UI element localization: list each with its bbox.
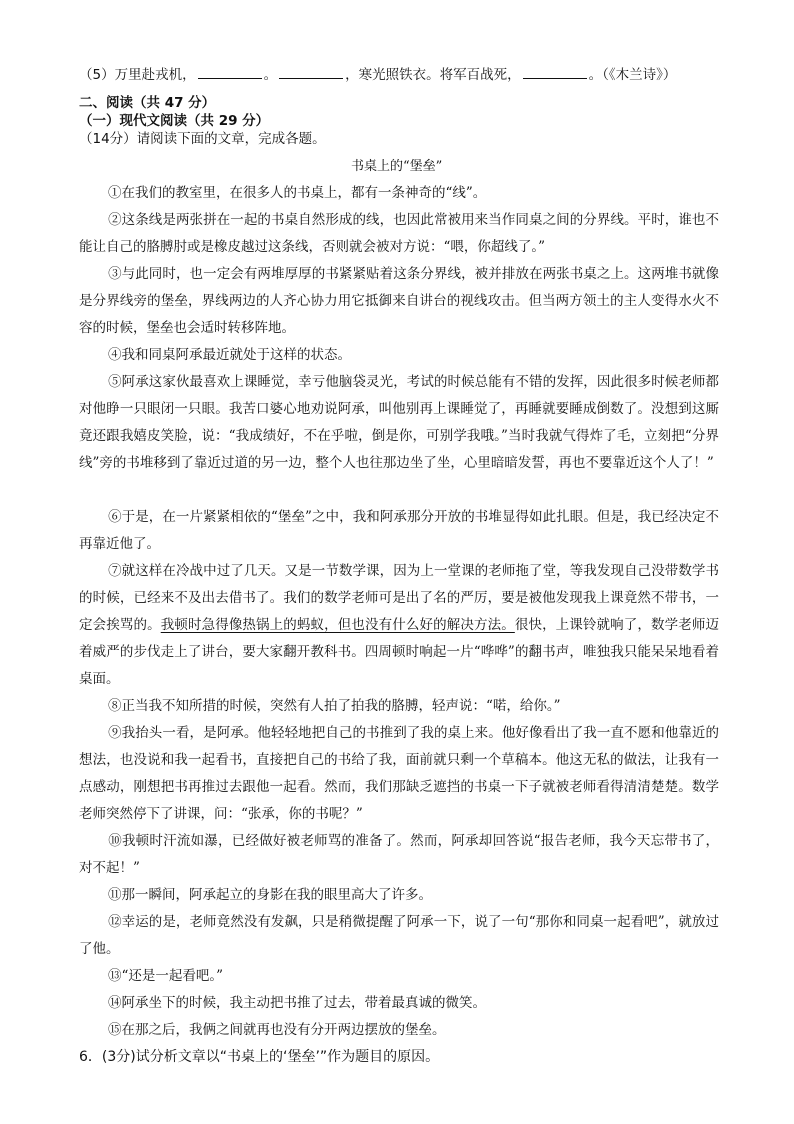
paragraph-11: ⑪那一瞬间，阿承起立的身影在我的眼里高大了许多。 [108, 887, 432, 903]
section-heading: 二、阅读（共 47 分） [79, 95, 216, 111]
q5-line [79, 66, 676, 84]
q5-prompt-c: ，寒光照铁衣。将军百战死， [345, 67, 521, 83]
q5-prompt-d: 。（《木兰诗》） [588, 67, 677, 83]
paragraph-2: ②这条线是两张拼在一起的书桌自然形成的线，也因此常被用来当作同桌之间的分界线。平时，谁也不能让自己的胳膊肘或是橡皮越过这条线，否则就会被对方说：“喂，你超线了。” [79, 212, 719, 255]
paragraph-14: ⑭阿承坐下的时候，我主动把书推了过去，带着最真诚的微笑。 [108, 995, 486, 1011]
paragraph-7: ⑦就这样在冷战中过了几天。又是一节数学课，因为上一堂课的老师拖了堂，等我发现自己没带数学书的时候，已经来不及出去借书了。我们的数学老师可是出了名的严厉，要是被他发现我上课竟然不带书，一定会挨骂的。我顿时急得像热锅上的蚂蚁，但也没有什么好的解决方法。很快，上课铃就响了，数学老师迈着威严的步伐走上了讲台，要大家翻开教科书。四周顿时响起一片“哗哗”的翻书声，唯独我只能呆呆地看着桌面。 [79, 563, 720, 687]
paragraph-4: ④我和同桌阿承最近就处于这样的状态。 [108, 347, 351, 363]
paragraph-6: ⑥于是，在一片紧紧相依的“堡垒”之中，我和阿承那分开放的书堆显得如此扎眼。但是，我已经决定不再靠近他了。 [79, 509, 719, 552]
answer-blank-2[interactable] [279, 66, 343, 79]
paragraph-1: ①在我们的教室里，在很多人的书桌上，都有一条神奇的“线”。 [108, 185, 487, 201]
question-6: 6．(3分)试分析文章以“书桌上的‘堡垒’”作为题目的原因。 [79, 1049, 440, 1065]
subsection-heading: （一）现代文阅读（共 29 分） [79, 113, 270, 129]
paragraph-10: ⑩我顿时汗流如瀑，已经做好被老师骂的准备了。然而，阿承却回答说“报告老师，我今天忘带书了，对不起！” [79, 833, 719, 876]
paragraph-15: ⑮在那之后，我俩之间就再也没有分开两边摆放的堡垒。 [108, 1022, 446, 1038]
paragraph-8: ⑧正当我不知所措的时候，突然有人拍了拍我的胳膊，轻声说：“喏，给你。” [108, 698, 561, 714]
paragraph-12: ⑫幸运的是，老师竟然没有发飙，只是稍微提醒了阿承一下，说了一句“那你和同桌一起看吧”，就放过了他。 [79, 914, 719, 957]
underlined-sentence: 我顿时急得像热锅上的蚂蚁，但也没有什么好的解决方法。 [160, 617, 515, 633]
instruction-text: （14分）请阅读下面的文章，完成各题。 [79, 131, 326, 147]
q5-prompt-b: 。 [263, 67, 278, 83]
article-title: 书桌上的“堡垒” [351, 159, 443, 174]
paragraph-5: ⑤阿承这家伙最喜欢上课睡觉，幸亏他脑袋灵光，考试的时候总能有不错的发挥，因此很多时候老师都对他睁一只眼闭一只眼。我苦口婆心地劝说阿承，叫他别再上课睡觉了，再睡就要睡成倒数了。没想到这厮竟还跟我嬉皮笑脸，说：“我成绩好，不在乎啦，倒是你，可别学我哦。”当时我就气得炸了毛，立刻把“分界线”旁的书堆移到了靠近过道的另一边，整个人也往那边坐了坐，心里暗暗发誓，再也不要靠近这个人了！” [79, 374, 719, 471]
paragraph-13: ⑬“还是一起看吧。” [108, 968, 224, 984]
q5-prompt-a: （5）万里赴戎机， [79, 67, 196, 83]
paragraph-9: ⑨我抬头一看，是阿承。他轻轻地把自己的书推到了我的桌上来。他好像看出了我一直不愿和他靠近的想法，也没说和我一起看书，直接把自己的书给了我，面前就只剩一个草稿本。他这无私的做法，让我有一点感动，刚想把书再推过去跟他一起看。然而，我们那缺乏遮挡的书桌一下子就被老师看得清清楚楚。数学老师突然停下了讲课，问：“张承，你的书呢？” [79, 725, 719, 822]
answer-blank-3[interactable] [523, 66, 587, 79]
answer-blank-1[interactable] [198, 66, 262, 79]
paragraph-3: ③与此同时，也一定会有两堆厚厚的书紧紧贴着这条分界线，被并排放在两张书桌之上。这两堆书就像是分界线旁的堡垒，界线两边的人齐心协力用它抵御来自讲台的视线攻击。但当两方领土的主人变得水火不容的时候，堡垒也会适时转移阵地。 [79, 266, 719, 336]
